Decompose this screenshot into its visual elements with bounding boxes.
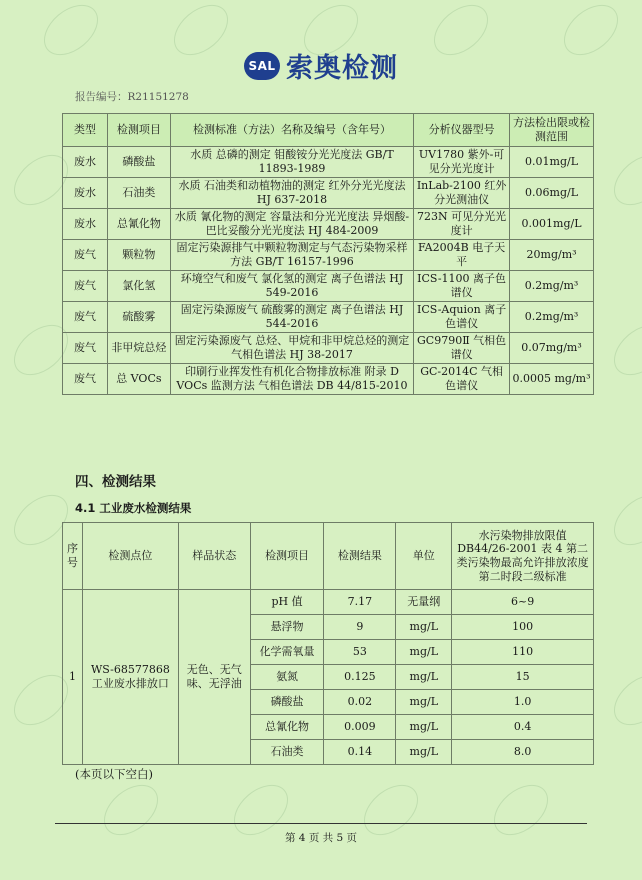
methods-row: [63, 271, 594, 302]
cell-point: WS-68577868 工业废水排放口: [82, 590, 178, 765]
cell-result: 0.125: [324, 665, 396, 690]
cell-type: 废水: [63, 147, 108, 178]
blank-note: (本页以下空白): [75, 767, 153, 781]
cell-type: 废水: [63, 209, 108, 240]
cell-state: 无色、无气味、无浮油: [178, 590, 250, 765]
cell-instrument: UV1780 紫外-可见分光光度计: [414, 147, 510, 178]
cell-item: 非甲烷总烃: [107, 333, 170, 364]
cell-type: 废水: [63, 178, 108, 209]
header-state: 样品状态: [178, 523, 250, 590]
methods-row: [63, 209, 594, 240]
company-logo: [244, 46, 398, 85]
results-row: [63, 590, 594, 615]
cell-test-item: 化学需氧量: [250, 640, 324, 665]
cell-unit: mg/L: [396, 740, 452, 765]
cell-discharge-limit: 0.4: [452, 715, 594, 740]
cell-instrument: ICS-1100 离子色谱仪: [414, 271, 510, 302]
header-instrument: 分析仪器型号: [414, 114, 510, 147]
cell-standard: 水质 石油类和动植物油的测定 红外分光光度法 HJ 637-2018: [170, 178, 413, 209]
cell-item: 磷酸盐: [107, 147, 170, 178]
cell-result: 0.14: [324, 740, 396, 765]
methods-row: [63, 147, 594, 178]
cell-instrument: InLab-2100 红外分光测油仪: [414, 178, 510, 209]
cell-result: 9: [324, 615, 396, 640]
cell-item: 石油类: [107, 178, 170, 209]
cell-test-item: 总氰化物: [250, 715, 324, 740]
cell-discharge-limit: 6~9: [452, 590, 594, 615]
header-standard: 检测标准（方法）名称及编号（含年号）: [170, 114, 413, 147]
cell-result: 7.17: [324, 590, 396, 615]
cell-unit: mg/L: [396, 690, 452, 715]
cell-instrument: 723N 可见分光光度计: [414, 209, 510, 240]
cell-unit: mg/L: [396, 665, 452, 690]
page-footer: 第 4 页 共 5 页: [284, 832, 358, 844]
cell-unit: mg/L: [396, 715, 452, 740]
results-table: [62, 522, 594, 765]
header-discharge-limit: 水污染物排放限值 DB44/26-2001 表 4 第二类污染物最高允许排放浓度第二时段二级标准: [452, 523, 594, 590]
header-item: 检测项目: [107, 114, 170, 147]
cell-instrument: FA2004B 电子天平: [414, 240, 510, 271]
methods-row: [63, 178, 594, 209]
header-unit: 单位: [396, 523, 452, 590]
cell-discharge-limit: 100: [452, 615, 594, 640]
cell-limit: 0.2mg/m³: [510, 271, 594, 302]
cell-test-item: 磷酸盐: [250, 690, 324, 715]
cell-standard: 环境空气和废气 氯化氢的测定 离子色谱法 HJ 549-2016: [170, 271, 413, 302]
cell-item: 氯化氢: [107, 271, 170, 302]
cell-test-item: 悬浮物: [250, 615, 324, 640]
report-number: 报告编号：R21151278: [75, 91, 189, 103]
header-result: 检测结果: [324, 523, 396, 590]
cell-standard: 水质 氰化物的测定 容量法和分光光度法 异烟酸-巴比妥酸分光光度法 HJ 484-2009: [170, 209, 413, 240]
cell-limit: 20mg/m³: [510, 240, 594, 271]
cell-discharge-limit: 110: [452, 640, 594, 665]
cell-standard: 固定污染源排气中颗粒物测定与气态污染物采样方法 GB/T 16157-1996: [170, 240, 413, 271]
cell-test-item: 石油类: [250, 740, 324, 765]
cell-limit: 0.07mg/m³: [510, 333, 594, 364]
cell-discharge-limit: 8.0: [452, 740, 594, 765]
cell-instrument: ICS-Aquion 离子色谱仪: [414, 302, 510, 333]
methods-table: [62, 113, 594, 395]
cell-result: 53: [324, 640, 396, 665]
results-header-row: [63, 523, 594, 590]
cell-discharge-limit: 15: [452, 665, 594, 690]
cell-type: 废气: [63, 271, 108, 302]
header-point: 检测点位: [82, 523, 178, 590]
cell-limit: 0.01mg/L: [510, 147, 594, 178]
cell-limit: 0.06mg/L: [510, 178, 594, 209]
cell-standard: 固定污染源废气 硫酸雾的测定 离子色谱法 HJ 544-2016: [170, 302, 413, 333]
cell-item: 颗粒物: [107, 240, 170, 271]
cell-type: 废气: [63, 333, 108, 364]
methods-row: [63, 302, 594, 333]
cell-standard: 印刷行业挥发性有机化合物排放标准 附录 D VOCs 监测方法 气相色谱法 DB 44/815-2010: [170, 364, 413, 395]
cell-result: 0.02: [324, 690, 396, 715]
cell-type: 废气: [63, 302, 108, 333]
cell-item: 硫酸雾: [107, 302, 170, 333]
cell-unit: 无量纲: [396, 590, 452, 615]
methods-header-row: [63, 114, 594, 147]
header-test-item: 检测项目: [250, 523, 324, 590]
logo-badge: SAL: [244, 52, 280, 80]
cell-limit: 0.0005 mg/m³: [510, 364, 594, 395]
cell-seq: 1: [63, 590, 83, 765]
cell-limit: 0.001mg/L: [510, 209, 594, 240]
cell-standard: 水质 总磷的测定 钼酸铵分光光度法 GB/T 11893-1989: [170, 147, 413, 178]
header-limit: 方法检出限或检测范围: [510, 114, 594, 147]
logo-text: 索奥检测: [286, 53, 398, 84]
header-type: 类型: [63, 114, 108, 147]
cell-item: 总 VOCs: [107, 364, 170, 395]
cell-test-item: 氨氮: [250, 665, 324, 690]
methods-row: [63, 364, 594, 395]
cell-type: 废气: [63, 364, 108, 395]
section-title: 四、检测结果: [75, 474, 156, 490]
cell-instrument: GC-2014C 气相色谱仪: [414, 364, 510, 395]
cell-limit: 0.2mg/m³: [510, 302, 594, 333]
header-seq: 序号: [63, 523, 83, 590]
cell-item: 总氰化物: [107, 209, 170, 240]
cell-result: 0.009: [324, 715, 396, 740]
cell-standard: 固定污染源废气 总烃、甲烷和非甲烷总烃的测定 气相色谱法 HJ 38-2017: [170, 333, 413, 364]
cell-unit: mg/L: [396, 615, 452, 640]
sub-title: 4.1 工业废水检测结果: [75, 501, 192, 515]
methods-row: [63, 240, 594, 271]
footer-divider: [55, 823, 587, 824]
cell-test-item: pH 值: [250, 590, 324, 615]
cell-type: 废气: [63, 240, 108, 271]
methods-row: [63, 333, 594, 364]
cell-unit: mg/L: [396, 640, 452, 665]
cell-discharge-limit: 1.0: [452, 690, 594, 715]
cell-instrument: GC9790Ⅱ 气相色谱仪: [414, 333, 510, 364]
